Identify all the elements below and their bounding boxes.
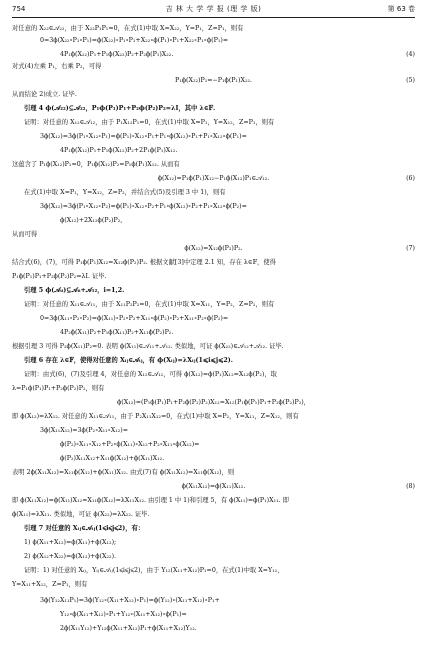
text-line: Y=X₁₁+X₁₂，Z=P₁，则有	[12, 581, 88, 588]
text-line: 在式(1)中取 X=P₁，Y=X₁₂，Z=P₂，并结合式(5)及引理 3 中 1)，则有	[24, 189, 226, 196]
text-line: ϕ(X₁₁)=λX₁₁. 类似地，可证 ϕ(X₂₂)=λX₂₂. 证毕.	[12, 511, 150, 518]
journal-name: 吉 林 大 学 学 报 (理 学 版)	[165, 5, 262, 13]
page-number: 754	[12, 5, 26, 13]
equation-number: (7)	[406, 245, 415, 252]
equation-line: 3ϕ(Y₁₂X₁₁P₁)=3ϕ(Y₁₂∘(X₁₁+X₁₂)∘P₁)=ϕ(Y₁₂)∘(X₁₁+X₁₂)∘P₁+	[40, 597, 220, 604]
equation-number: (6)	[406, 175, 415, 182]
lemma-heading: 引理 5 ϕ(𝒜ᵢᵢ)⊆𝒜ᵢᵢ+𝒜₁₂，i=1,2.	[24, 287, 125, 294]
equation-line: 4P₁ϕ(X₂₂)P₁+P₁ϕ(X₂₂)P₂+P₂ϕ(P₁)X₂₂.	[60, 51, 174, 58]
equation-number: (8)	[406, 483, 415, 490]
equation-line: ϕ(X₁₁X₁₂)=ϕ(X₁₁)X₁₂.	[181, 483, 246, 490]
equation-line: 3ϕ(X₁₂)=3ϕ(P₁∘X₁₂∘P₁)=ϕ(P₁)∘X₁₂∘P₁+P₁∘ϕ(X₁₂)∘P₁+P₁∘X₁₂∘ϕ(P₁)=	[40, 133, 247, 140]
lemma-heading: 引理 4 ϕ(𝒜₂₂)⊆𝒜₂₂，P₁ϕ(P₁)P₁+P₂ϕ(P₂)P₂=λI，其中 λ∈𝔽.	[24, 105, 216, 112]
text-line: 证明：对任意的 X₁₂∈𝒜₁₂，由于 P₁X₁₂P₁=0，在式(1)中取 X=P₁，Y=X₁₂，Z=P₁，则有	[24, 119, 275, 126]
text-line: 从而可得	[12, 231, 38, 238]
equation-line: 0=3ϕ(X₁₁∘P₂∘P₂)=ϕ(X₁₁)∘P₂∘P₂+X₁₁∘ϕ(P₂)∘P₂+X₁₁∘P₂∘ϕ(P₂)=	[40, 315, 229, 322]
text-line: 这蕴含了 P₁ϕ(X₁₂)P₁=0，P₁ϕ(X₁₂)P₂=P₁ϕ(P₁)X₁₂. 从而有	[12, 161, 180, 168]
equation-line: 0=3ϕ(X₂₂∘P₁∘P₁)=ϕ(X₂₂)∘P₁∘P₁+X₂₂∘ϕ(P₁)∘P₁+X₂₂∘P₁∘ϕ(P₁)=	[40, 37, 229, 44]
equation-line: ϕ(X₁₂)=(P₁ϕ(P₁)P₁+P₂ϕ(P₂)P₂)X₁₂=X₁₂(P₁ϕ(P₁)P₁+P₂ϕ(P₂)P₂)，	[117, 399, 310, 406]
text-line: 证明：对任意的 X₁₁∈𝒜₁₁，由于 X₁₁P₂P₂=0，在式(1)中取 X=X₁₁，Y=P₂，Z=P₂，则有	[24, 301, 275, 308]
equation-line: ϕ(P₂)∘X₁₁∘X₁₂+P₂∘ϕ(X₁₁)∘X₁₂+P₂∘X₁₁∘ϕ(X₁₂)=	[60, 441, 200, 448]
text-line: 对任意的 X₂₂∈𝒜₂₂，由于 X₂₂P₁P₁=0，在式(1)中取 X=X₂₂，Y=P₁，Z=P₁，则有	[12, 25, 244, 32]
text-line: 1) ϕ(X₁₁+X₁₂)=ϕ(X₁₁)+ϕ(X₁₂);	[24, 539, 117, 546]
text-line: 证明：1) 对任意的 Xᵢⱼ，Yᵢⱼ∈𝒜ᵢⱼ(1⩽i⩽j⩽2)，由于 Y₁₂(X₁₁+X₁₂)P₁=0，在式(1)中取 X=Y₁₂，	[24, 567, 284, 574]
equation-number: (5)	[406, 77, 415, 84]
text-line: 即 ϕ(X₁₁X₁₂)=ϕ(X₁₁)X₁₂=X₁₁ϕ(X₁₂)=λX₁₁X₁₂. 由引理 1 中 1)和引理 5，有 ϕ(X₁₁)=ϕ(P₁)X₁₁. 即	[12, 497, 289, 504]
equation-line: ϕ(X₁₂)=P₁ϕ(P₁)X₁₂−P₁ϕ(X₁₂)P₁∈𝒜₁₂.	[157, 175, 270, 182]
volume-label: 第 63 卷	[387, 5, 415, 13]
equation-line: P₁ϕ(X₂₂)P₂=−P₁ϕ(P₁)X₂₂.	[174, 77, 253, 84]
equation-line: 4P₁ϕ(X₁₂)P₁+P₁ϕ(X₁₂)P₂+2P₁ϕ(P₁)X₁₂.	[60, 147, 178, 154]
equation-line: 3ϕ(X₁₁X₁₂)=3ϕ(P₂∘X₁₁∘X₁₂)=	[40, 427, 129, 434]
lemma-heading: 引理 7 对任意的 Xᵢⱼ∈𝒜ᵢⱼ(1⩽i⩽j⩽2)，有：	[24, 525, 145, 532]
header-rule	[12, 17, 415, 18]
text-line: 结合式(6)，(7)，可得 P₁ϕ(P₁)X₁₂=X₁₂ϕ(P₂)P₂. 根据文献[3]中定理 2.1 知，存在 λ∈𝔽，使得	[12, 259, 276, 266]
equation-line: 3ϕ(X₁₂)=3ϕ(P₁∘X₁₂∘P₂)=ϕ(P₁)∘X₁₂∘P₂+P₁∘ϕ(X₁₂)∘P₂+P₁∘X₁₂∘ϕ(P₂)=	[40, 203, 247, 210]
equation-line: Y₁₂∘ϕ(X₁₁+X₁₂)∘P₁+Y₁₂∘(X₁₁+X₁₂)∘ϕ(P₁)=	[60, 611, 187, 618]
text-line: 对式(4)左乘 P₁，右乘 P₂，可得	[12, 63, 102, 70]
equation-line: 4P₂ϕ(X₁₁)P₂+P₁ϕ(X₁₁)P₂+X₁₁ϕ(P₂)P₂.	[60, 329, 174, 336]
page-header	[12, 4, 415, 18]
text-line: 表明 2ϕ(X₁₁X₁₂)=X₁₁ϕ(X₁₂)+ϕ(X₁₁)X₁₂. 由式(7)有 ϕ(X₁₁X₁₂)=X₁₁ϕ(X₁₂)，则	[12, 469, 235, 476]
equation-line: 2ϕ(X₁₁Y₁₂)+Y₁₂ϕ(X₁₁+X₁₂)P₁+ϕ(X₁₁+X₁₂)Y₁₂.	[60, 625, 197, 632]
text-line: 即 ϕ(X₁₂)=λX₁₂. 对任意的 X₁₁∈𝒜₁₁，由于 P₂X₁₁X₁₂=0，在式(1)中取 X=P₂，Y=X₁₁，Z=X₁₂，则有	[12, 413, 299, 420]
text-line: 从而结论 2)成立. 证毕.	[12, 91, 77, 98]
equation-number: (4)	[406, 51, 415, 58]
equation-line: ϕ(P₂)X₁₁X₁₂+X₁₁ϕ(X₁₂)+ϕ(X₁₁)X₁₂.	[60, 455, 165, 462]
text-line: λ=P₁ϕ(P₁)P₁+P₂ϕ(P₂)P₂，则有	[12, 385, 105, 392]
lemma-heading: 引理 6 存在 λ∈𝔽，使得对任意的 Xᵢⱼ∈𝒜ᵢⱼ，有 ϕ(Xᵢⱼ)=λXᵢⱼ(1⩽i⩽j⩽2).	[24, 357, 233, 364]
text-line: P₁ϕ(P₁)P₁+P₂ϕ(P₂)P₂=λI. 证毕.	[12, 273, 107, 280]
equation-line: ϕ(X₁₂)+2X₁₂ϕ(P₂)P₂,	[60, 217, 123, 224]
equation-line: ϕ(X₁₂)=X₁₂ϕ(P₂)P₂.	[184, 245, 243, 252]
text-line: 证明：由式(6)，(7)及引理 4，对任意的 X₁₂∈𝒜₁₂，可得 ϕ(X₁₂)=ϕ(P₁)X₁₂=X₁₂ϕ(P₂)，取	[24, 371, 277, 378]
text-line: 根据引理 3 可得 P₂ϕ(X₁₁)P₂=0. 表明 ϕ(X₁₁)∈𝒜₁₁+𝒜₁₂. 类似地，可证 ϕ(X₂₂)∈𝒜₁₂+𝒜₂₂. 证毕.	[12, 343, 284, 350]
text-line: 2) ϕ(X₁₂+X₂₂)=ϕ(X₁₂)+ϕ(X₂₂).	[24, 553, 117, 560]
